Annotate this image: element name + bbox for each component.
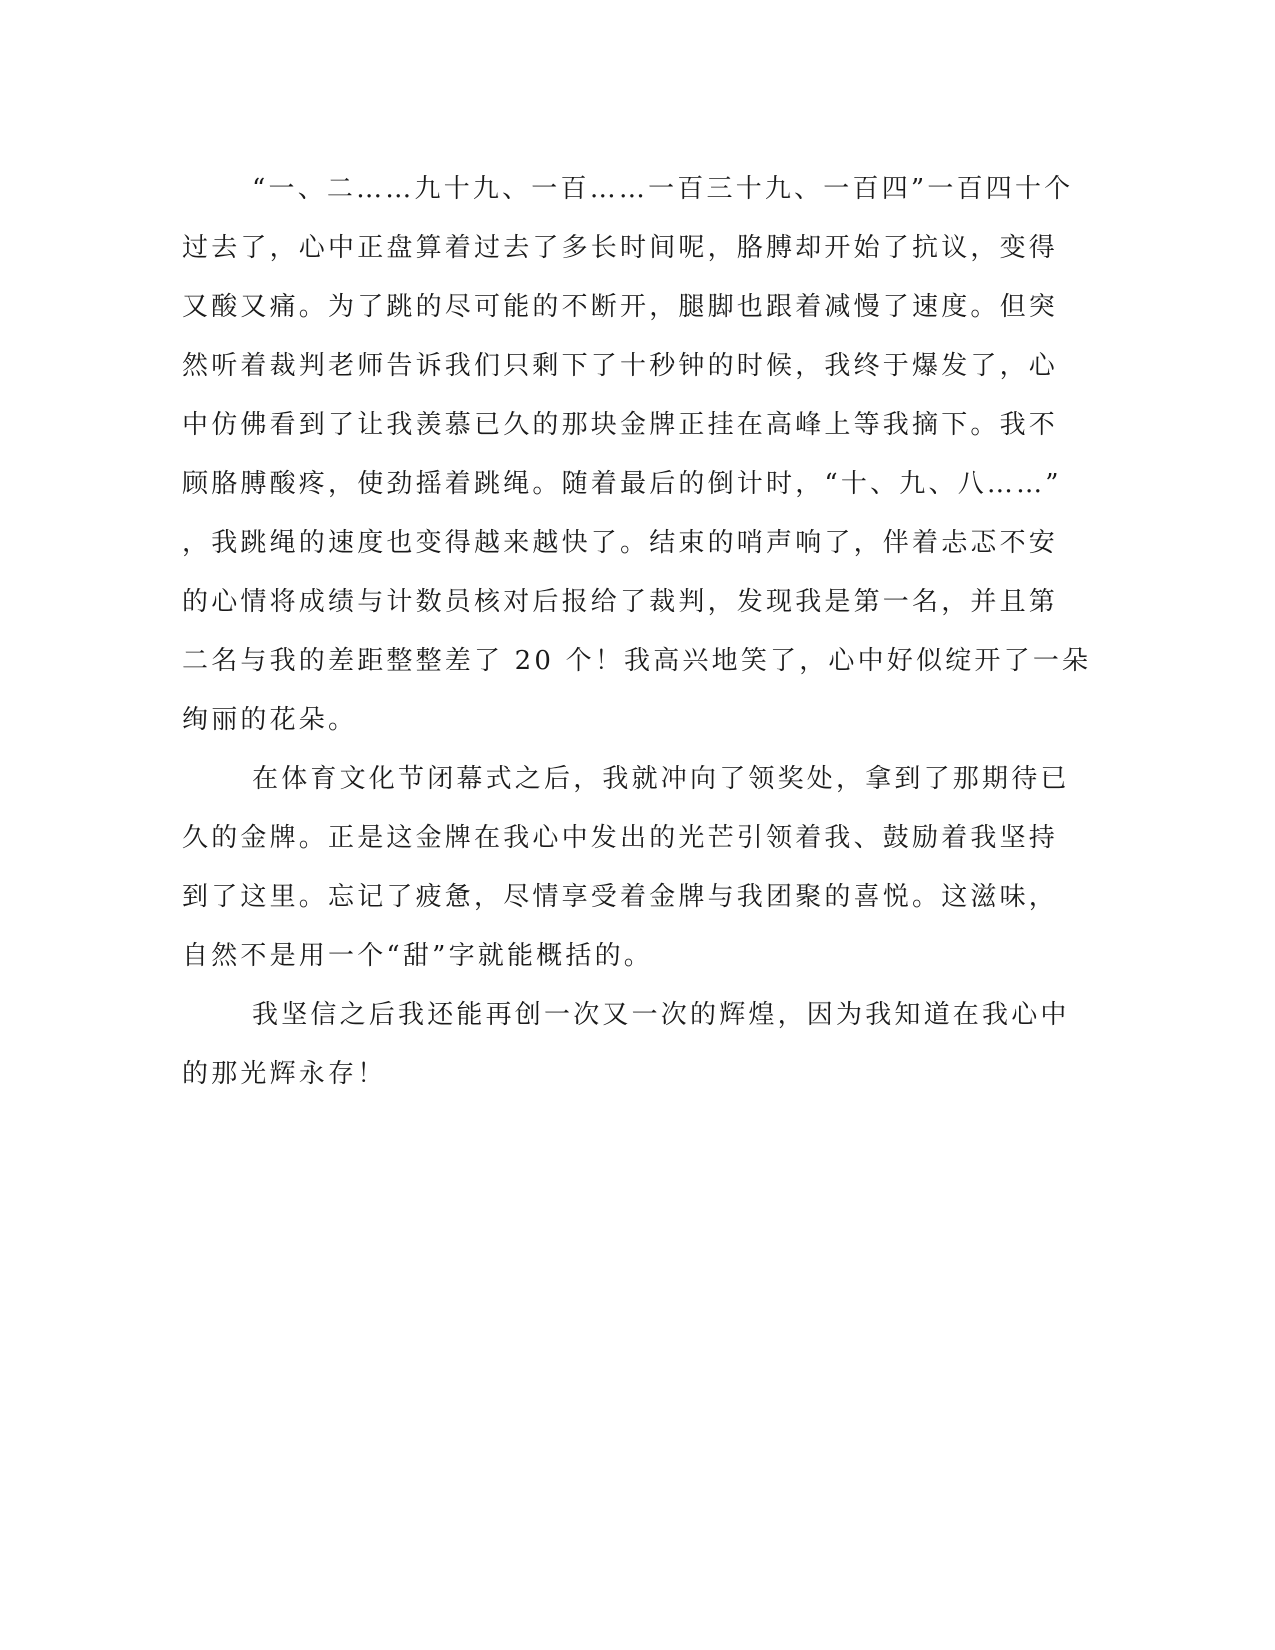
paragraph-1-line-3: 又酸又痛。为了跳的尽可能的不断开，腿脚也跟着减慢了速度。但突 [182, 292, 1059, 322]
paragraph-3-line-1: 我坚信之后我还能再创一次又一次的辉煌，因为我知道在我心中 [252, 1000, 1070, 1030]
paragraph-3-line-2: 的那光辉永存！ [182, 1059, 387, 1089]
document-body [182, 160, 1092, 1104]
paragraph-1-line-8: 的心情将成绩与计数员核对后报给了裁判，发现我是第一名，并且第 [182, 587, 1059, 617]
paragraph-2-line-2: 久的金牌。正是这金牌在我心中发出的光芒引领着我、鼓励着我坚持 [182, 823, 1059, 853]
paragraph-1-line-9: 二名与我的差距整整差了 20 个！我高兴地笑了，心中好似绽开了一朵 [182, 646, 1092, 676]
paragraph-2-line-4: 自然不是用一个“甜”字就能概括的。 [182, 941, 653, 971]
paragraph-1-line-6: 顾胳膊酸疼，使劲摇着跳绳。随着最后的倒计时，“十、九、八……” [182, 469, 1062, 499]
paragraph-1-line-4: 然听着裁判老师告诉我们只剩下了十秒钟的时候，我终于爆发了，心 [182, 351, 1059, 381]
paragraph-2-line-3: 到了这里。忘记了疲惫，尽情享受着金牌与我团聚的喜悦。这滋味， [182, 882, 1059, 912]
paragraph-1-line-1: “一、二……九十九、一百……一百三十九、一百四”一百四十个 [252, 174, 1074, 204]
paragraph-1-line-2: 过去了，心中正盘算着过去了多长时间呢，胳膊却开始了抗议，变得 [182, 233, 1059, 263]
paragraph-1-line-7: ，我跳绳的速度也变得越来越快了。结束的哨声响了，伴着忐忑不安 [182, 528, 1059, 558]
paragraph-1-line-10: 绚丽的花朵。 [182, 705, 358, 735]
paragraph-1-line-5: 中仿佛看到了让我羡慕已久的那块金牌正挂在高峰上等我摘下。我不 [182, 410, 1059, 440]
paragraph-2-line-1: 在体育文化节闭幕式之后，我就冲向了领奖处，拿到了那期待已 [252, 764, 1070, 794]
